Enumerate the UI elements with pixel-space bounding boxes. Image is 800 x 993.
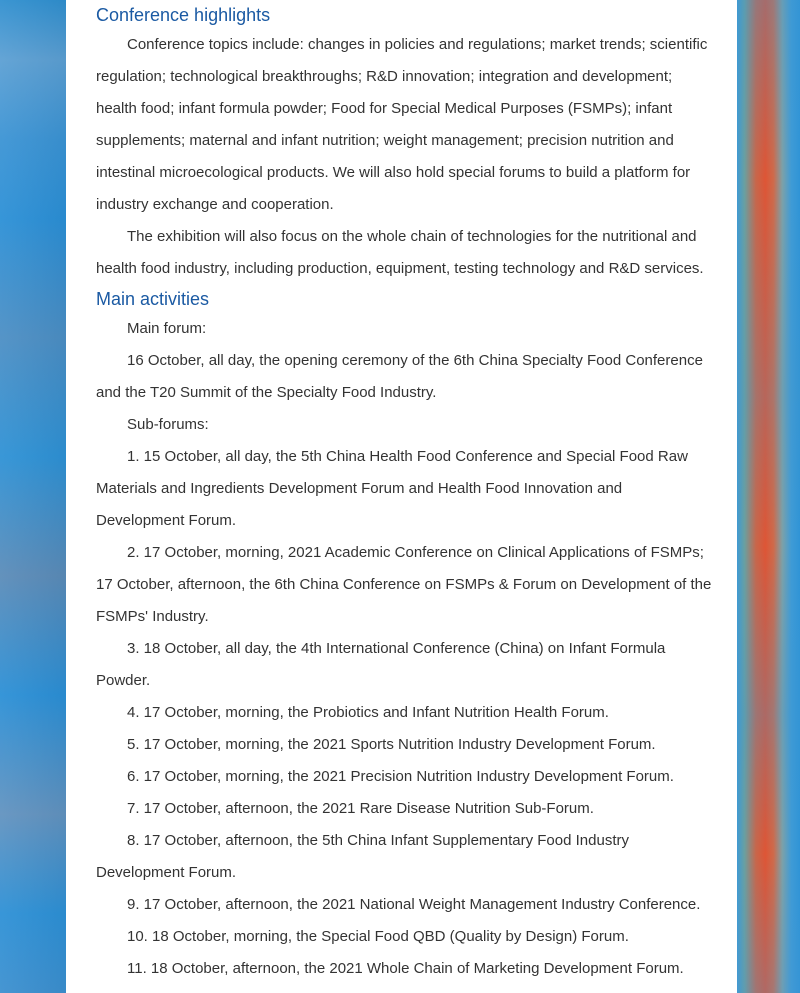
article-page — [66, 0, 737, 993]
sub-forums-label: Sub-forums: — [127, 416, 209, 433]
highlights-paragraph: The exhibition will also focus on the whole chain of technologies for the nutritional and health food industry, including production, equipment, testing technology and R&D services. — [96, 228, 704, 277]
highlights-paragraph: Conference topics include: changes in policies and regulations; market trends; scientific regulation; technological breakthroughs; R&D innovation; integration and development; health food; infant formula powder; Food for Special Medical Purposes (FSMPs); infant supplements; maternal and infant nutrition; weight management; precision nutrition and intestinal microecological products. We will also hold special forums to build a platform for industry exchange and cooperation. — [96, 36, 708, 213]
section-heading-highlights: Conference highlights — [96, 5, 271, 25]
left-background-panel — [0, 0, 66, 993]
sub-forum-item: 10. 18 October, morning, the Special Food QBD (Quality by Design) Forum. — [127, 928, 629, 945]
article-content — [96, 0, 712, 985]
sub-forum-item: 5. 17 October, morning, the 2021 Sports Nutrition Industry Development Forum. — [127, 736, 656, 753]
main-forum-label: Main forum: — [127, 320, 207, 337]
right-background-panel — [737, 0, 800, 993]
sub-forum-item: 11. 18 October, afternoon, the 2021 Whole Chain of Marketing Development Forum. — [127, 960, 684, 977]
sub-forum-item: 4. 17 October, morning, the Probiotics and Infant Nutrition Health Forum. — [127, 704, 609, 721]
sub-forum-item: 3. 18 October, all day, the 4th International Conference (China) on Infant Formula Powder. — [96, 640, 666, 689]
sub-forum-item: 9. 17 October, afternoon, the 2021 National Weight Management Industry Conference. — [127, 896, 701, 913]
sub-forum-item: 8. 17 October, afternoon, the 5th China Infant Supplementary Food Industry Development Forum. — [96, 832, 629, 881]
sub-forum-item: 1. 15 October, all day, the 5th China Health Food Conference and Special Food Raw Materials and Ingredients Development Forum and Health Food Innovation and Development Forum. — [96, 448, 688, 529]
sub-forum-item: 6. 17 October, morning, the 2021 Precision Nutrition Industry Development Forum. — [127, 768, 674, 785]
sub-forum-item: 2. 17 October, morning, 2021 Academic Conference on Clinical Applications of FSMPs; 17 October, afternoon, the 6th China Conference on FSMPs & Forum on Development of the FSMPs' Industry. — [96, 544, 712, 625]
section-heading-activities: Main activities — [96, 289, 210, 309]
main-forum-item: 16 October, all day, the opening ceremony of the 6th China Specialty Food Conference and the T20 Summit of the Specialty Food Industry. — [96, 352, 703, 401]
sub-forum-item: 7. 17 October, afternoon, the 2021 Rare Disease Nutrition Sub-Forum. — [127, 800, 594, 817]
